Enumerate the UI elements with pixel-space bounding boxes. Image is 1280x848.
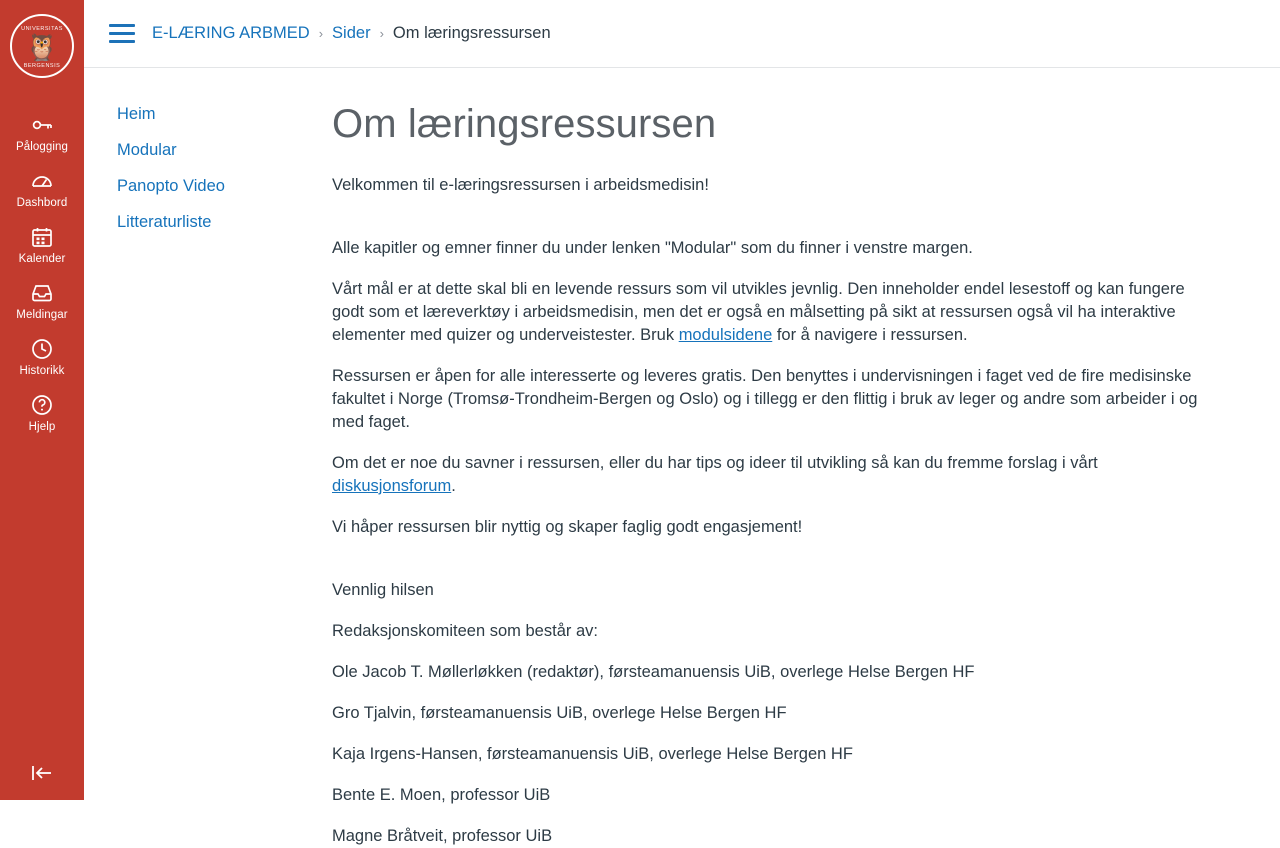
chevron-right-icon: › xyxy=(379,26,384,41)
course-nav-item-heim[interactable]: Heim xyxy=(117,105,156,123)
breadcrumb xyxy=(152,24,551,43)
page-title: Om læringsressursen xyxy=(332,102,717,146)
link-diskusjonsforum[interactable]: diskusjonsforum xyxy=(332,477,452,495)
nav-label: Dashbord xyxy=(16,197,68,209)
breadcrumb-item-sider[interactable]: Sider xyxy=(332,24,371,42)
course-navigation xyxy=(84,68,314,800)
paragraph-feedback xyxy=(332,452,1208,498)
signoff-text: Vennlig hilsen xyxy=(332,581,434,599)
hamburger-menu-icon[interactable] xyxy=(106,20,138,48)
nav-label: Kalender xyxy=(18,253,66,265)
committee-member: Magne Bråtveit, professor UiB xyxy=(332,827,553,845)
clock-icon xyxy=(29,336,55,362)
committee-member: Kaja Irgens-Hansen, førsteamanuensis UiB, overlege Helse Bergen HF xyxy=(332,745,853,763)
breadcrumb-item-course[interactable]: E-LÆRING ARBMED xyxy=(152,24,310,42)
nav-label: Pålogging xyxy=(15,141,69,153)
uib-crest-logo[interactable] xyxy=(10,14,74,78)
crest-top-text: UNIVERSITAS xyxy=(21,25,63,32)
nav-label: Meldingar xyxy=(16,309,68,321)
calendar-icon xyxy=(29,224,55,250)
speedometer-icon xyxy=(29,168,55,194)
nav-label: Historikk xyxy=(19,365,65,377)
nav-label: Hjelp xyxy=(28,421,56,433)
content-area xyxy=(84,68,1280,845)
owl-icon: 🦉 xyxy=(25,31,59,62)
global-navigation xyxy=(0,0,84,800)
nav-item-hjelp[interactable] xyxy=(0,384,84,440)
link-modulsidene[interactable]: modulsidene xyxy=(678,326,773,344)
course-nav-item-litteraturliste[interactable]: Litteraturliste xyxy=(117,213,212,231)
nav-item-palogging[interactable] xyxy=(0,104,84,160)
nav-item-historikk[interactable] xyxy=(0,328,84,384)
nav-item-dashbord[interactable] xyxy=(0,160,84,216)
paragraph-modular: Alle kapitler og emner finner du under lenken "Modular" som du finner i venstre margen. xyxy=(332,239,973,257)
course-nav-item-modular[interactable]: Modular xyxy=(117,141,177,159)
key-icon xyxy=(29,112,55,138)
nav-item-kalender[interactable] xyxy=(0,216,84,272)
committee-member: Gro Tjalvin, førsteamanuensis UiB, overlege Helse Bergen HF xyxy=(332,704,787,722)
question-circle-icon xyxy=(29,392,55,418)
breadcrumb-bar xyxy=(84,0,1280,68)
chevron-right-icon: › xyxy=(318,26,324,41)
committee-member: Bente E. Moen, professor UiB xyxy=(332,786,551,804)
inbox-icon xyxy=(29,280,55,306)
committee-member: Ole Jacob T. Møllerløkken (redaktør), førsteamanuensis UiB, overlege Helse Bergen HF xyxy=(332,663,975,681)
crest-graphic xyxy=(12,23,72,70)
signature-block xyxy=(332,579,1208,848)
course-nav-item-panopto-video[interactable]: Panopto Video xyxy=(117,177,225,195)
crest-bottom-text: BERGENSIS xyxy=(23,62,61,69)
committee-intro: Redaksjonskomiteen som består av: xyxy=(332,622,598,640)
paragraph-hope: Vi håper ressursen blir nyttig og skaper faglig godt engasjement! xyxy=(332,518,803,536)
nav-item-meldingar[interactable] xyxy=(0,272,84,328)
paragraph-goal-text-before: Vårt mål er at dette skal bli en levende ressurs som vil utvikles jevnlig. Den inneholder endel lesestoff og kan fungere godt som et læreverktøy i arbeidsmedisin, men det er også en målsetting på sikt at ressursen også vil ha interaktive elementer med quizer og underveistester. Bruk xyxy=(332,280,1185,344)
paragraph-goal xyxy=(332,278,1208,347)
paragraph-open-access: Ressursen er åpen for alle interesserte og leveres gratis. Den benyttes i undervisningen i faget ved de fire medisinske fakultet i Norge (Tromsø-Trondheim-Bergen og Oslo) og i tillegg er den flittig i bruk av leger og andre som arbeider i og med faget. xyxy=(332,367,1198,431)
paragraph-goal-text-after: for å navigere i ressursen. xyxy=(772,326,968,344)
global-nav-items xyxy=(0,104,84,440)
paragraph-intro: Velkommen til e-læringsressursen i arbeidsmedisin! xyxy=(332,176,709,194)
collapse-menu-icon[interactable] xyxy=(0,756,84,790)
page-content xyxy=(314,68,1280,845)
breadcrumb-item-current: Om læringsressursen xyxy=(392,24,551,42)
paragraph-feedback-text-after: . xyxy=(451,477,456,495)
main-region xyxy=(84,0,1280,845)
paragraph-feedback-text-before: Om det er noe du savner i ressursen, eller du har tips og ideer til utvikling så kan du fremme forslag i vårt xyxy=(332,454,1098,472)
